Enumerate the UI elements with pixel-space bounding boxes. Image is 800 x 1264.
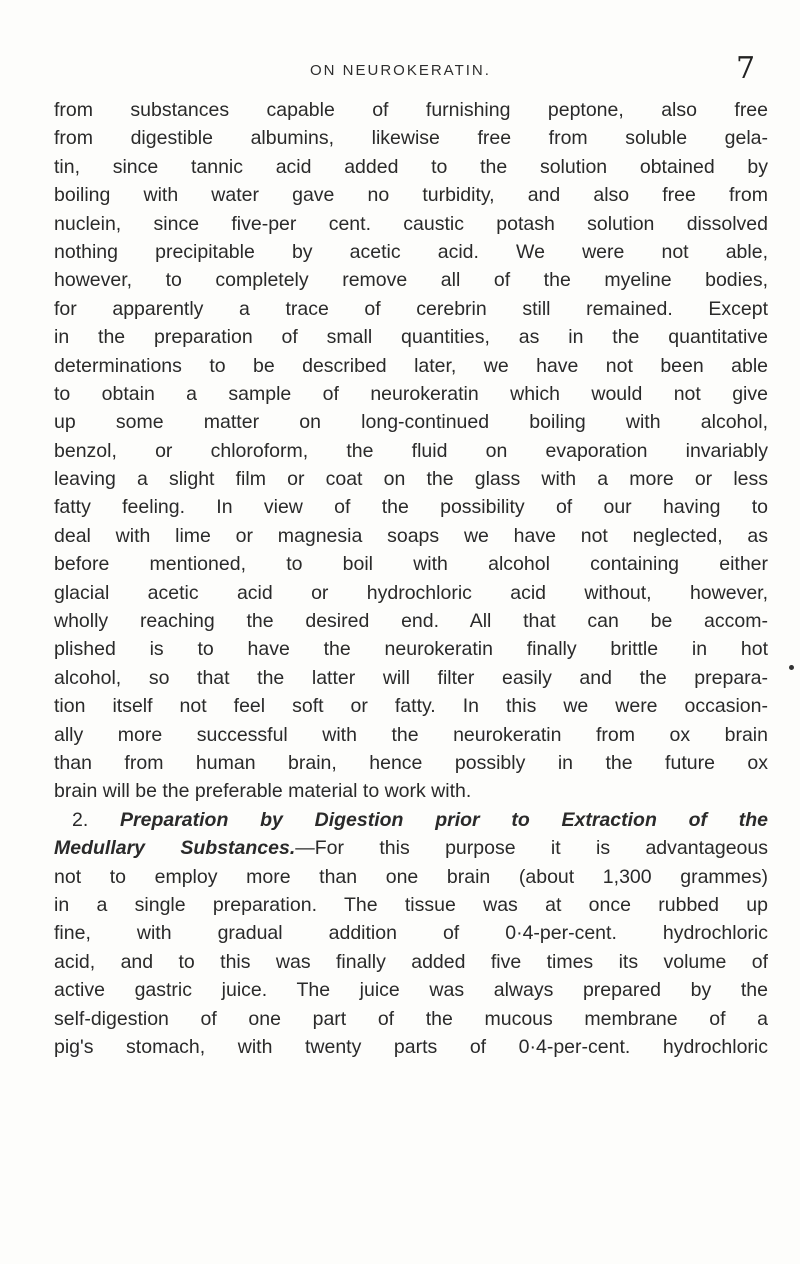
- text-line: boiling with water gave no turbidity, and also free from: [54, 184, 768, 207]
- text-line: not to employ more than one brain (about 1,300 grammes): [54, 865, 768, 888]
- section-text: —For this purpose it is advantageous: [295, 837, 768, 860]
- text-line: to obtain a sample of neurokeratin which would not give: [54, 382, 768, 405]
- text-line: plished is to have the neurokeratin finally brittle in hot: [54, 638, 768, 661]
- text-line: brain will be the preferable material to work with.: [54, 780, 472, 803]
- text-line: glacial acetic acid or hydrochloric acid without, however,: [54, 581, 768, 604]
- text-line: than from human brain, hence possibly in the future ox: [54, 751, 768, 774]
- text-line: from substances capable of furnishing peptone, also free: [54, 99, 768, 121]
- text-line: wholly reaching the desired end. All that can be accom-: [54, 610, 768, 633]
- section-heading-line: [54, 806, 768, 834]
- text-line: benzol, or chloroform, the fluid on evaporation invariably: [54, 439, 768, 462]
- text-line: nothing precipitable by acetic acid. We were not able,: [54, 240, 768, 263]
- text-line: before mentioned, to boil with alcohol containing either: [54, 553, 768, 576]
- text-line: pig's stomach, with twenty parts of 0·4-per-cent. hydrochloric: [54, 1035, 768, 1058]
- section-heading: Preparation by Digestion prior to Extraction of the: [120, 808, 768, 831]
- text-line: up some matter on long-continued boiling with alcohol,: [54, 411, 768, 434]
- text-line: self-digestion of one part of the mucous membrane of a: [54, 1007, 768, 1030]
- text-line: deal with lime or magnesia soaps we have not neglected, as: [54, 524, 768, 547]
- text-line: alcohol, so that the latter will filter easily and the prepara-: [54, 666, 768, 689]
- text-line: from digestible albumins, likewise free from soluble gela-: [54, 127, 768, 150]
- text-line: however, to completely remove all of the myeline bodies,: [54, 269, 768, 292]
- text-line: ally more successful with the neurokeratin from ox brain: [54, 723, 768, 746]
- running-title: ON NEUROKERATIN.: [310, 62, 491, 79]
- text-line: fine, with gradual addition of 0·4-per-cent. hydrochloric: [54, 922, 768, 945]
- text-line: in the preparation of small quantities, as in the quantitative: [54, 326, 768, 349]
- text-line: tion itself not feel soft or fatty. In this we were occasion-: [54, 695, 768, 718]
- running-head: [0, 51, 800, 86]
- text-line: in a single preparation. The tissue was at once rubbed up: [54, 893, 768, 916]
- text-line: fatty feeling. In view of the possibility of our having to: [54, 496, 768, 519]
- text-line: leaving a slight film or coat on the glass with a more or less: [54, 468, 768, 491]
- margin-speck: [789, 665, 794, 670]
- page-number: 7: [736, 51, 756, 86]
- section-heading-continued: Medullary Substances.: [54, 837, 296, 860]
- text-line: determinations to be described later, we have not been able: [54, 354, 768, 377]
- text-line: acid, and to this was finally added five times its volume of: [54, 950, 768, 973]
- section-heading-line: [54, 834, 768, 862]
- text-line: active gastric juice. The juice was always prepared by the: [54, 979, 768, 1002]
- text-line: for apparently a trace of cerebrin still remained. Except: [54, 297, 768, 320]
- body-text: [54, 96, 768, 1061]
- text-line: tin, since tannic acid added to the solution obtained by: [54, 155, 768, 178]
- section-number: 2.: [72, 808, 89, 831]
- text-line: nuclein, since five-per cent. caustic potash solution dissolved: [54, 212, 768, 235]
